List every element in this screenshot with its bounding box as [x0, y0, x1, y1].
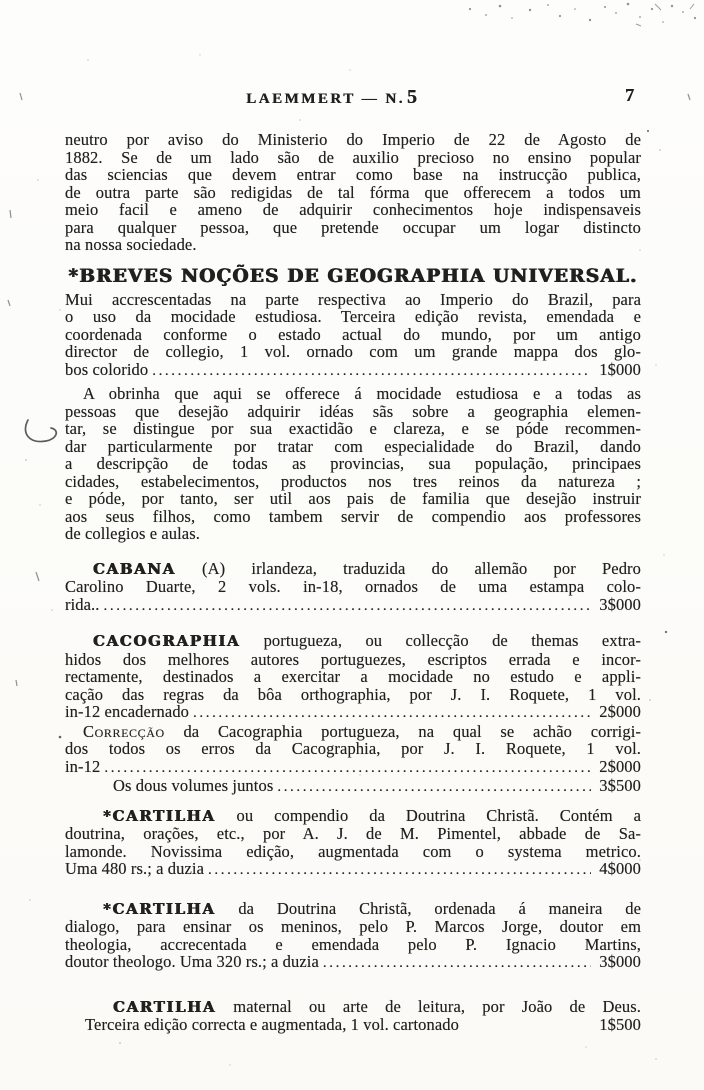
text-line	[65, 508, 641, 526]
dot-leader	[323, 953, 591, 973]
price: 2$000	[599, 702, 641, 721]
text-line	[65, 326, 641, 344]
line-text: da Cacographia portugueza, na qual se achão corrigi-	[164, 721, 641, 741]
scan-swoosh-mark	[25, 420, 56, 441]
line-text: director de collegio, 1 vol. ornado com um grande mappa dos glo-	[65, 342, 641, 361]
text-line	[85, 998, 641, 1017]
text-line	[65, 343, 641, 361]
catalog-text-column	[65, 131, 641, 1034]
line-text: Mui accrescentadas na parte respectiva ao Imperio do Brazil, para	[65, 289, 641, 309]
text-line	[65, 632, 641, 651]
line-text: tar, se distingue por sua exactidão e clareza, e se póde recommen-	[65, 419, 641, 438]
line-text: e póde, por tanto, ser util aos pais de familia que desejão instruir	[65, 489, 641, 508]
line-text: de collegios e aulas.	[65, 524, 200, 543]
text-line	[65, 758, 641, 778]
price: 4$000	[599, 859, 641, 878]
entry-headword: Correcção	[83, 721, 165, 741]
line-text: da Doutrina Christã, ordenada á maneira de	[215, 898, 641, 918]
price: 3$000	[599, 594, 641, 614]
text-line	[65, 131, 641, 149]
text-line	[65, 236, 641, 254]
entry-headword: CABANA	[93, 559, 176, 578]
entry-headword: CACOGRAPHIA	[93, 632, 241, 650]
text-line	[65, 843, 641, 861]
line-text: Uma 480 rs.; a duzia	[65, 859, 205, 878]
line-text: (A) irlandeza, traduzida do allemão por Pedro	[175, 558, 641, 578]
line-text: dos todos os erros da Cacographia, por J. I. Roquete, 1 vol.	[65, 739, 641, 758]
line-text: coordenada conforme o estado actual do mundo, por um antigo	[65, 324, 641, 344]
dot-leader	[152, 361, 591, 381]
line-text: lamonde. Novissima edição, augmentada com o systema metrico.	[65, 841, 641, 861]
line-text: dialogo, para ensinar os meninos, pelo P. Marcos Jorge, doutor em	[65, 917, 641, 936]
section-cartilha-dialogo	[65, 900, 641, 973]
line-text: doutor theologo. Uma 320 rs.; a duzia	[65, 952, 319, 971]
line-text: cação das regras da bôa orthographia, por J. I. Roquete, 1 vol.	[65, 684, 641, 704]
line-text: in-12 encadernado	[65, 702, 190, 721]
line-text: de outra parte são redigidas de tal fórma que offerecem a todos um	[65, 182, 641, 202]
text-line	[65, 473, 641, 491]
text-line	[65, 686, 641, 704]
text-line	[65, 918, 641, 936]
section-intro	[65, 131, 641, 254]
text-line	[65, 860, 641, 880]
line-text: doutrina, orações, etc., por A. J. de M. Pimentel, abbade de Sa-	[65, 824, 641, 843]
section-obrinha	[65, 385, 641, 543]
text-line	[65, 953, 641, 973]
line-text: in-12	[65, 756, 101, 776]
line-text: rida..	[65, 594, 100, 614]
text-line	[65, 184, 641, 202]
line-text: para qualquer pessoa, que pretende occupar um logar distincto	[65, 217, 641, 237]
text-line	[65, 578, 641, 596]
price: 3$000	[599, 952, 641, 971]
text-line	[65, 455, 641, 473]
scan-speckles-top-right	[469, 3, 696, 26]
text-line	[65, 201, 641, 219]
price: 1$500	[599, 1015, 641, 1034]
section-cacographia	[65, 632, 641, 797]
running-title	[246, 86, 417, 109]
text-line	[65, 308, 641, 326]
text-line	[65, 525, 641, 543]
text-line	[65, 291, 641, 309]
text-line	[65, 560, 641, 579]
dot-leader	[277, 777, 591, 797]
text-line	[65, 777, 641, 797]
text-line	[65, 936, 641, 954]
line-text: neutro por aviso do Ministerio do Imperio de 22 de Agosto de	[65, 130, 641, 149]
text-line	[65, 403, 641, 421]
text-line	[65, 219, 641, 237]
section-cartilha-pimentel	[65, 807, 641, 880]
section-breves	[65, 266, 641, 381]
section-heading: *BREVES NOÇÕES DE GEOGRAPHIA UNIVERSAL.	[68, 265, 638, 287]
line-text: pessoas que desejão adquirir idéas sãs sobre a geographia elemen-	[65, 401, 641, 421]
text-line	[65, 807, 641, 826]
text-line	[65, 723, 641, 741]
text-line	[65, 420, 641, 438]
entry-headword: CARTILHA	[113, 997, 217, 1016]
price: 3$500	[599, 776, 641, 795]
line-text: maternal ou arte de leitura, por João de Deus.	[216, 996, 641, 1016]
line-text: Terceira edição correcta e augmentada, 1 vol. cartonado	[85, 1015, 460, 1034]
line-text: meio facil e ameno de adquirir conhecimentos hoje indispensaveis	[65, 200, 641, 219]
text-line	[65, 668, 641, 686]
page-number: 7	[625, 85, 634, 105]
text-line	[65, 149, 641, 167]
line-text: bos colorido	[65, 359, 149, 379]
entry-headword: *CARTILHA	[103, 899, 216, 918]
text-line	[65, 385, 641, 403]
line-text: das sciencias que devem entrar como base na instrucção publica,	[65, 165, 641, 184]
line-text: 1882. Se de um lado são de auxilio precioso no ensino popular	[65, 147, 641, 167]
running-title-number: 5	[406, 86, 417, 108]
line-text: o uso da mocidade estudiosa. Terceira edição revista, emendada e	[65, 307, 641, 326]
dot-leader	[104, 596, 592, 616]
line-text: ou compendio da Doutrina Christã. Contém a	[215, 805, 641, 825]
line-text: portugueza, ou collecção de themas extra-	[240, 631, 641, 650]
dot-leader	[104, 758, 591, 778]
running-title-text: LAEMMERT — N.	[246, 91, 405, 107]
line-text: aos seus filhos, como tambem servir de compendio aos professores	[65, 506, 641, 526]
line-text: dar particularmente por tratar com especialidade do Brazil, dando	[65, 436, 641, 456]
line-text: hidos dos melhores autores portuguezes, escriptos errada e incor-	[65, 649, 641, 669]
text-line	[85, 1016, 641, 1034]
text-line	[65, 490, 641, 508]
line-text: a descripção de todas as provincias, sua população, principaes	[65, 454, 641, 473]
text-line	[65, 825, 641, 843]
price: 2$000	[599, 756, 641, 776]
dot-leader	[193, 703, 591, 723]
text-line	[65, 438, 641, 456]
section-cartilha-maternal	[65, 998, 641, 1034]
price: 1$000	[599, 359, 641, 379]
line-text: Carolino Duarte, 2 vols. in-18, ornados de uma estampa colo-	[65, 577, 641, 596]
text-line	[65, 596, 641, 616]
text-line	[65, 900, 641, 919]
running-header	[0, 86, 704, 110]
text-line	[65, 361, 641, 381]
text-line	[65, 651, 641, 669]
line-text: theologia, accrecentada e emendada pelo P. Ignacio Martins,	[65, 934, 641, 954]
dot-leader	[208, 860, 591, 880]
line-text: cidades, estabelecimentos, productos nos tres reinos da natureza ;	[65, 471, 641, 491]
line-text: A obrinha que aqui se offerece á mocidade estudiosa e a todas as	[83, 384, 641, 403]
text-line	[65, 166, 641, 184]
line-text: na nossa sociedade.	[65, 235, 197, 254]
entry-headword: *CARTILHA	[103, 806, 216, 825]
text-line	[65, 703, 641, 723]
section-cabana	[65, 560, 641, 616]
line-text: rectamente, destinados a exercitar a mocidade no estudo e appli-	[65, 667, 641, 686]
text-line	[65, 740, 641, 758]
line-text: Os dous volumes juntos	[113, 776, 274, 795]
